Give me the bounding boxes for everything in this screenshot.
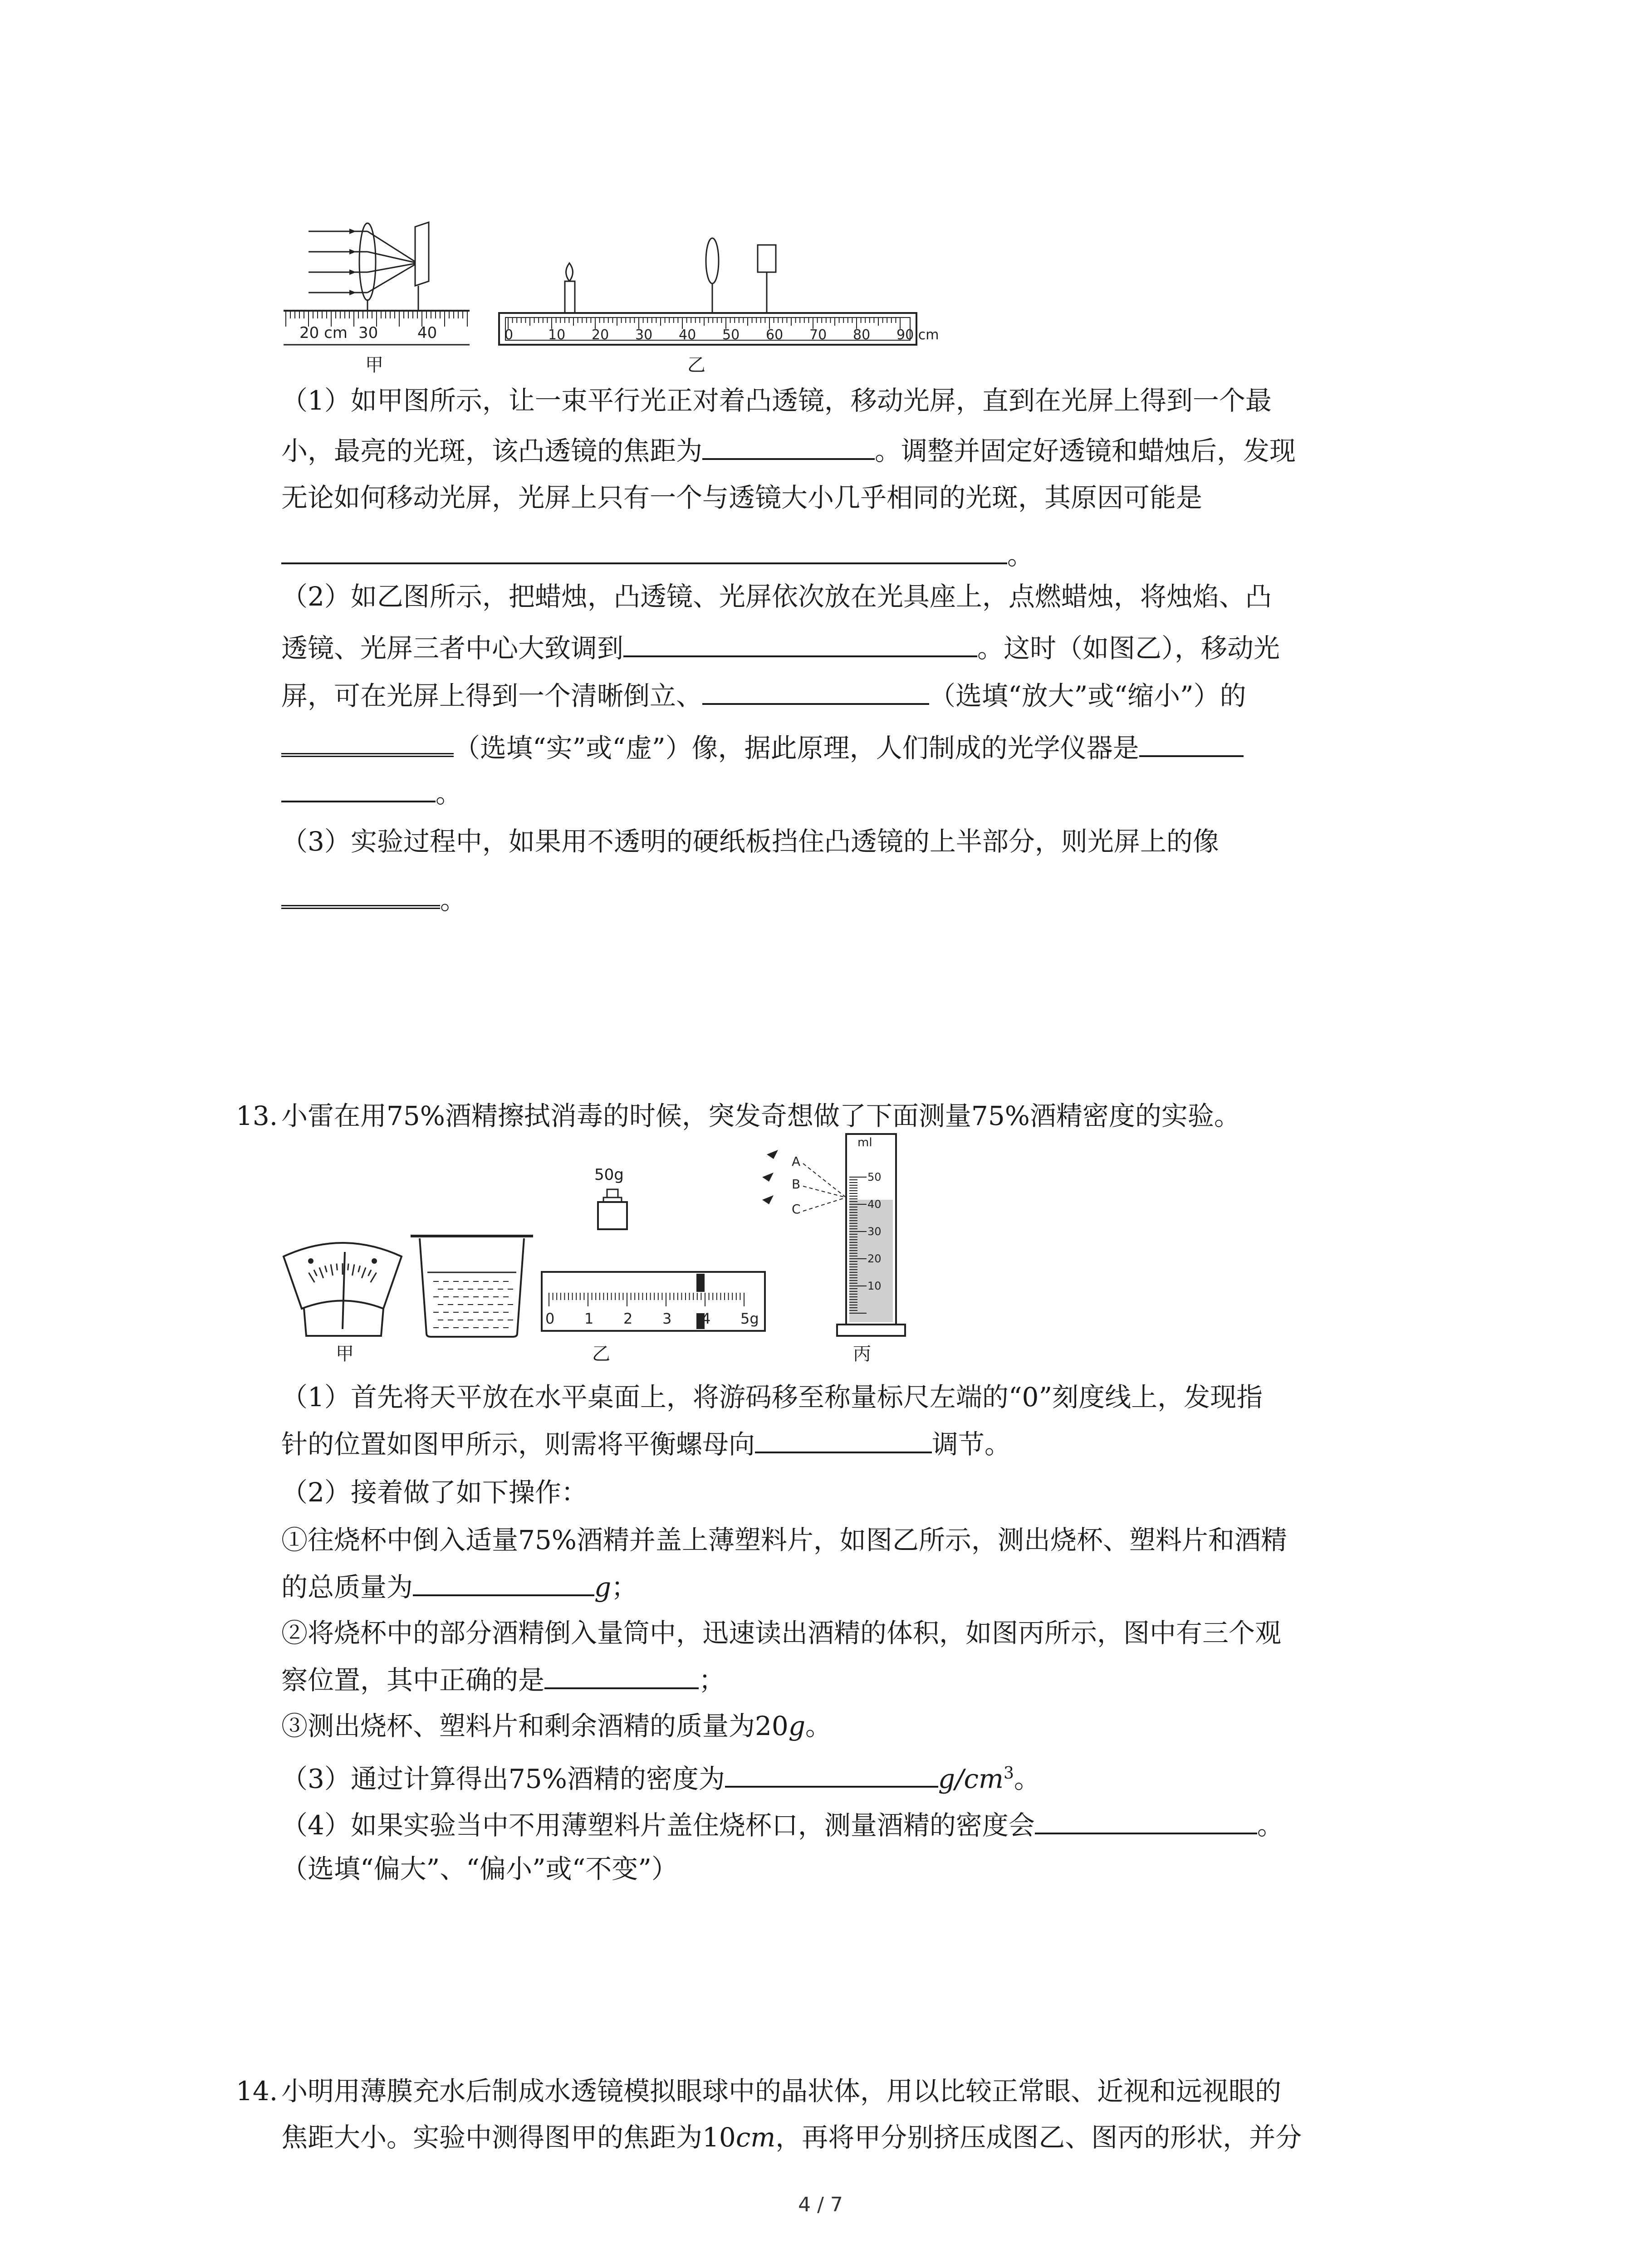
answer-blank-instrument[interactable] <box>1139 728 1244 757</box>
bench-label: 60 <box>766 327 784 343</box>
q13-part3 <box>281 1755 1040 1797</box>
answer-blank-instrument-cont[interactable] <box>281 773 436 802</box>
cylinder-label: 50 <box>867 1171 882 1183</box>
bench-label: 80 <box>853 327 871 343</box>
q13-part2: （2）接着做了如下操作： <box>281 1477 588 1508</box>
weight-label: 50g <box>594 1166 624 1184</box>
unit-exponent: 3 <box>1003 1764 1014 1783</box>
answer-blank-focal-length[interactable] <box>702 431 875 460</box>
text: 焦距大小。实验中测得图甲的焦距为10 <box>281 2122 736 2153</box>
answer-blank-total-mass[interactable] <box>413 1567 594 1596</box>
q12-part2-line5 <box>281 773 462 811</box>
q13-part4-line1 <box>281 1805 1283 1843</box>
bench-label: 0 <box>505 327 514 343</box>
text: 针的位置如图甲所示，则需将平衡螺母向 <box>281 1429 755 1460</box>
eye-label-b: B <box>792 1177 801 1192</box>
text: 。 <box>805 1711 832 1741</box>
q12-part1-line2 <box>281 431 1296 469</box>
q13-part1-line2 <box>281 1424 1011 1462</box>
figure-caption-jia: 甲 <box>336 1344 354 1364</box>
text: 的总质量为 <box>281 1572 413 1603</box>
text: （选填“放大”或“缩小”）的 <box>929 680 1246 711</box>
q13-step2-line1: ②将烧杯中的部分酒精倒入量筒中，迅速读出酒精的体积，如图丙所示，图中有三个观 <box>281 1618 1282 1648</box>
q13-part1-line1: （1）首先将天平放在水平桌面上，将游码移至称量标尺左端的“0”刻度线上，发现指 <box>281 1382 1263 1413</box>
weight-50g-icon <box>594 1188 631 1232</box>
bench-label: 50 <box>722 327 740 343</box>
q12-part3-line1: （3）实验过程中，如果用不透明的硬纸板挡住凸透镜的上半部分，则光屏上的像 <box>281 826 1219 857</box>
answer-blank-observation[interactable] <box>544 1660 699 1689</box>
q13-step1-line1: ①往烧杯中倒入适量75%酒精并盖上薄塑料片，如图乙所示，测出烧杯、塑料片和酒精 <box>281 1525 1287 1555</box>
figure-caption-bing: 丙 <box>853 1344 871 1364</box>
answer-blank-real-virtual[interactable] <box>281 726 454 757</box>
q13-step3 <box>281 1708 832 1744</box>
text: 。 <box>1257 1810 1283 1841</box>
text: 察位置，其中正确的是 <box>281 1665 545 1696</box>
text: 小，最亮的光斑，该凸透镜的焦距为 <box>281 435 703 466</box>
slider-label: 2 <box>623 1310 633 1327</box>
ruler-label: 20 cm <box>299 324 348 342</box>
figure-caption-yi: 乙 <box>592 1344 610 1364</box>
q12-part2-line4 <box>281 726 1244 766</box>
text: （选填“实”或“虚”）像，据此原理，人们制成的光学仪器是 <box>454 733 1139 763</box>
answer-blank-nut-direction[interactable] <box>755 1424 932 1453</box>
q12-part2-line2 <box>281 628 1280 666</box>
beaker-diagram <box>408 1232 535 1340</box>
cylinder-label: 20 <box>867 1252 882 1265</box>
unit: cm <box>735 2122 776 2153</box>
text: ； <box>611 1572 638 1603</box>
slider-label: 1 <box>584 1310 594 1327</box>
text: ③测出烧杯、塑料片和剩余酒精的质量为20 <box>281 1711 789 1741</box>
answer-blank-density-error[interactable] <box>1035 1805 1257 1834</box>
figure-caption-yi: 乙 <box>687 355 705 376</box>
lens-focal-length-diagram <box>281 218 472 349</box>
q12-part2-line1: （2）如乙图所示，把蜡烛，凸透镜、光屏依次放在光具座上，点燃蜡烛，将烛焰、凸 <box>281 581 1272 612</box>
page-number: 4 / 7 <box>798 2193 843 2216</box>
figure-caption-jia: 甲 <box>365 355 383 376</box>
q12-part1-line1: （1）如甲图所示，让一束平行光正对着凸透镜，移动光屏，直到在光屏上得到一个最 <box>281 385 1272 416</box>
q13-part4-line2: （选填“偏大”、“偏小”或“不变”） <box>281 1853 678 1884</box>
unit: g <box>594 1572 612 1603</box>
text: 。调整并固定好透镜和蜡烛后，发现 <box>875 435 1296 466</box>
eye-label-c: C <box>792 1202 801 1217</box>
eye-icons <box>762 1150 778 1204</box>
q13-stem: 小雷在用75%酒精擦拭消毒的时候，突发奇想做了下面测量75%酒精密度的实验。 <box>281 1100 1240 1131</box>
answer-blank-magnify[interactable] <box>702 676 929 705</box>
slider-label: 0 <box>545 1310 555 1327</box>
text: ； <box>699 1665 725 1696</box>
slider-label: 4 <box>701 1310 711 1327</box>
text: 。 <box>440 885 467 915</box>
text: 。 <box>1007 540 1034 571</box>
slider-label: 3 <box>662 1310 672 1327</box>
q12-part1-line4 <box>281 535 1034 573</box>
unit: g <box>788 1711 805 1741</box>
q14-line2 <box>281 2119 1302 2156</box>
bench-label: 40 <box>679 327 696 343</box>
answer-blank-same-height[interactable] <box>623 628 977 657</box>
balance-pointer-diagram <box>277 1234 408 1338</box>
bench-label: 90 cm <box>896 327 939 343</box>
answer-blank-image-change[interactable] <box>281 878 440 909</box>
slider-label: 5g <box>740 1310 759 1327</box>
cylinder-label: 10 <box>867 1280 882 1292</box>
q13-step2-line2 <box>281 1660 725 1698</box>
text: 。 <box>436 778 462 809</box>
text: 。这时（如图乙），移动光 <box>977 633 1280 664</box>
unit: g/cm <box>938 1763 1004 1794</box>
question-number-14: 14. <box>236 2076 278 2107</box>
q13-step1-line2 <box>281 1567 637 1605</box>
eye-label-a: A <box>792 1154 801 1169</box>
cylinder-label: 40 <box>867 1198 882 1211</box>
q12-part1-line3: 无论如何移动光屏，光屏上只有一个与透镜大小几乎相同的光斑，其原因可能是 <box>281 482 1203 513</box>
text: 。 <box>1014 1763 1040 1794</box>
optical-bench-diagram <box>495 236 939 349</box>
q14-line1: 小明用薄膜充水后制成水透镜模拟眼球中的晶状体，用以比较正常眼、近视和远视眼的 <box>281 2076 1282 2107</box>
ruler-label: 30 <box>358 324 378 342</box>
answer-blank-reason[interactable] <box>281 535 1007 564</box>
measuring-cylinder-diagram <box>749 1132 921 1340</box>
text: （3）通过计算得出75%酒精的密度为 <box>281 1763 725 1794</box>
question-number-13: 13. <box>236 1100 278 1131</box>
bench-label: 10 <box>548 327 566 343</box>
q12-part2-line3 <box>281 676 1246 714</box>
answer-blank-density[interactable] <box>725 1759 938 1788</box>
q12-part3-line2 <box>281 878 466 918</box>
cylinder-unit: ml <box>857 1136 872 1149</box>
text: 屏，可在光屏上得到一个清晰倒立、 <box>281 680 703 711</box>
text: 调节。 <box>932 1429 1011 1460</box>
text: （4）如果实验当中不用薄塑料片盖住烧杯口，测量酒精的密度会 <box>281 1810 1035 1841</box>
balance-scale-ruler <box>540 1270 767 1334</box>
bench-label: 20 <box>592 327 609 343</box>
text: ，再将甲分别挤压成图乙、图丙的形状，并分 <box>775 2122 1302 2153</box>
cylinder-label: 30 <box>867 1225 882 1238</box>
bench-label: 70 <box>809 327 827 343</box>
text: 透镜、光屏三者中心大致调到 <box>281 633 624 664</box>
bench-label: 30 <box>635 327 653 343</box>
ruler-label: 40 <box>417 324 437 342</box>
